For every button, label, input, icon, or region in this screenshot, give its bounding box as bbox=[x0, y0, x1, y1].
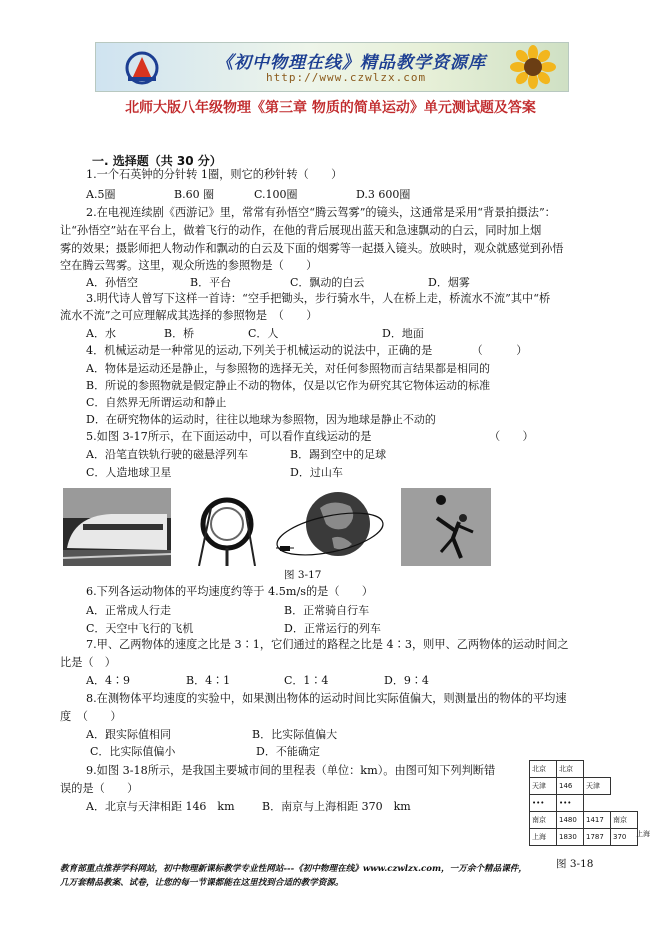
q7-option-d: D．9∶4 bbox=[384, 674, 429, 687]
q3-option-b: B．桥 bbox=[164, 327, 195, 340]
section-heading: 一. 选择题（共 30 分） bbox=[92, 154, 222, 168]
q2-option-a: A．孙悟空 bbox=[86, 276, 138, 289]
table-cell: 天津 bbox=[584, 778, 611, 795]
football-kick-image bbox=[401, 488, 491, 566]
table-cell: 146 bbox=[557, 778, 584, 795]
question-5: 5.如图 3-17所示，在下面运动中，可以看作直线运动的是 （ ） bbox=[86, 430, 534, 443]
q3-option-d: D．地面 bbox=[382, 327, 424, 340]
q4-option-d: D．在研究物体的运动时，往往以地球为参照物，因为地球是静止不动的 bbox=[86, 413, 436, 426]
q9-option-a: A．北京与天津相距 146 km bbox=[86, 800, 235, 813]
footer-line-2: 几万套精品教案、试卷，让您的每一节课都能在这里找到合适的教学资源。 bbox=[60, 878, 344, 888]
q3-option-c: C．人 bbox=[248, 327, 279, 340]
q8-option-b: B．比实际值偏大 bbox=[252, 728, 338, 741]
sunflower-icon bbox=[506, 45, 560, 89]
earth-satellite-image bbox=[272, 488, 384, 566]
question-8-line-2: 度 （ ） bbox=[60, 710, 122, 723]
q3-option-a: A．水 bbox=[86, 327, 116, 340]
roller-coaster-image bbox=[193, 488, 259, 566]
question-6: 6.下列各运动物体的平均速度约等于 4.5m/s的是（ ） bbox=[86, 585, 374, 598]
table-corner-label: 上海 bbox=[636, 830, 650, 838]
figure-3-17-caption: 图 3-17 bbox=[284, 569, 322, 581]
site-logo-icon bbox=[122, 51, 162, 85]
q7-option-b: B．4∶1 bbox=[186, 674, 231, 687]
table-row bbox=[530, 829, 638, 846]
question-2-line-3: 雾的效果；摄影师把人物动作和飘动的白云及下面的烟雾等一起摄入镜头。放映时，观众就感觉到孙悟 bbox=[60, 242, 564, 255]
table-cell: 南京 bbox=[530, 812, 557, 829]
table-cell: 天津 bbox=[530, 778, 557, 795]
q8-option-a: A．跟实际值相同 bbox=[86, 728, 171, 741]
question-2-line-4: 空在腾云驾雾。这里，观众所选的参照物是（ ） bbox=[60, 259, 318, 272]
banner-url[interactable]: http://www.czwlzx.com bbox=[266, 71, 427, 84]
q2-option-c: C．飘动的白云 bbox=[290, 276, 365, 289]
table-cell: ••• bbox=[557, 795, 584, 812]
table-row bbox=[530, 812, 638, 829]
question-2-line-1: 2.在电视连续剧《西游记》里，常常有孙悟空“腾云驾雾”的镜头，这通常是采用“背景拍摄法”： bbox=[86, 206, 556, 219]
q6-option-a: A．正常成人行走 bbox=[86, 604, 171, 617]
q4-option-b: B．所说的参照物就是假定静止不动的物体，仅是以它作为研究其它物体运动的标准 bbox=[86, 379, 491, 392]
q6-option-d: D．正常运行的列车 bbox=[284, 622, 381, 635]
q5-option-a: A．沿笔直铁轨行驶的磁悬浮列车 bbox=[86, 448, 248, 461]
table-cell: 南京 bbox=[611, 812, 638, 829]
table-cell: 1417 bbox=[584, 812, 611, 829]
maglev-train-image bbox=[63, 488, 171, 566]
table-cell: ••• bbox=[530, 795, 557, 812]
document-title: 北师大版八年级物理《第三章 物质的简单运动》单元测试题及答案 bbox=[125, 100, 536, 116]
q6-option-c: C．天空中飞行的飞机 bbox=[86, 622, 194, 635]
question-9-line-2: 误的是（ ） bbox=[60, 782, 139, 795]
question-3-line-1: 3.明代诗人曾写下这样一首诗：“空手把锄头，步行骑水牛，人在桥上走，桥流水不流”其中“桥 bbox=[86, 292, 551, 305]
q7-option-a: A．4∶9 bbox=[86, 674, 130, 687]
table-cell: 370 bbox=[611, 829, 638, 846]
site-banner bbox=[95, 42, 569, 92]
question-9-line-1: 9.如图 3-18所示，是我国主要城市间的里程表（单位：km）。由图可知下列判断错 bbox=[86, 764, 496, 777]
table-cell: 北京 bbox=[557, 761, 584, 778]
page-footer bbox=[60, 862, 580, 890]
question-7-line-2: 比是（ ） bbox=[60, 656, 116, 669]
banner-title: 《初中物理在线》精品教学资源库 bbox=[216, 53, 486, 73]
q1-option-d: D.3 600圈 bbox=[356, 188, 411, 201]
table-cell: 1787 bbox=[584, 829, 611, 846]
q5-option-b: B．踢到空中的足球 bbox=[290, 448, 387, 461]
q4-option-c: C．自然界无所谓运动和静止 bbox=[86, 396, 227, 409]
question-8-line-1: 8.在测物体平均速度的实验中，如果测出物体的运动时间比实际值偏大，则测量出的物体的平均速 bbox=[86, 692, 567, 705]
q1-option-a: A.5圈 bbox=[86, 188, 116, 201]
q2-option-b: B．平台 bbox=[190, 276, 232, 289]
table-cell: 上海 bbox=[530, 829, 557, 846]
question-1: 1.一个石英钟的分针转 1圈，则它的秒针转（ ） bbox=[86, 168, 343, 181]
table-row bbox=[530, 795, 638, 812]
footer-line-1: 教育部重点推荐学科网站，初中物理新课标教学专业性网站---《初中物理在线》www.czwlzx.com，一万余个精品课件， bbox=[60, 864, 527, 874]
table-row bbox=[530, 761, 638, 778]
q5-option-c: C．人造地球卫星 bbox=[86, 466, 172, 479]
figure-3-18-caption: 图 3-18 bbox=[556, 858, 594, 870]
table-row bbox=[530, 778, 638, 795]
q9-option-b: B．南京与上海相距 370 km bbox=[262, 800, 411, 813]
q1-option-c: C.100圈 bbox=[254, 188, 298, 201]
q2-option-d: D．烟雾 bbox=[428, 276, 470, 289]
question-4: 4．机械运动是一种常见的运动,下列关于机械运动的说法中，正确的是 （ ） bbox=[86, 344, 528, 357]
q5-option-d: D．过山车 bbox=[290, 466, 343, 479]
q8-option-c: C．比实际值偏小 bbox=[90, 745, 176, 758]
table-cell: 1480 bbox=[557, 812, 584, 829]
question-7-line-1: 7.甲、乙两物体的速度之比是 3∶1，它们通过的路程之比是 4∶3，则甲、乙两物体的运动时间之 bbox=[86, 638, 569, 651]
table-cell: 1830 bbox=[557, 829, 584, 846]
q6-option-b: B．正常骑自行车 bbox=[284, 604, 370, 617]
table-cell: 北京 bbox=[530, 761, 557, 778]
question-3-line-2: 流水不流”之可应理解成其选择的参照物是 （ ） bbox=[60, 309, 318, 322]
q1-option-b: B.60 圈 bbox=[174, 188, 215, 201]
q8-option-d: D．不能确定 bbox=[256, 745, 320, 758]
question-2-line-2: 让“孙悟空”站在平台上，做着飞行的动作，在他的背后展现出蓝天和急速飘动的白云，同时加上烟 bbox=[60, 224, 542, 237]
q7-option-c: C．1∶4 bbox=[284, 674, 329, 687]
q4-option-a: A．物体是运动还是静止，与参照物的选择无关，对任何参照物而言结果都是相同的 bbox=[86, 362, 490, 375]
distance-table bbox=[529, 760, 638, 846]
